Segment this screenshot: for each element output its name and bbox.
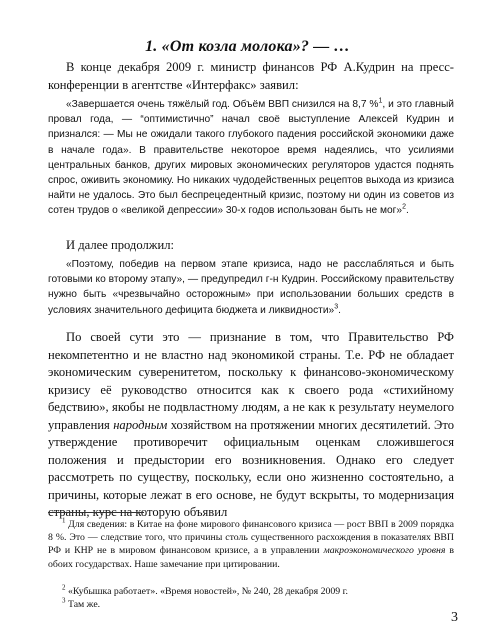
footnote-1-emphasis: макроэкономического уровня	[323, 545, 446, 557]
footnote-number-3: 3	[62, 596, 66, 605]
footnote-ref-2[interactable]: 2	[402, 204, 406, 212]
intro-paragraph	[48, 59, 454, 94]
footnote-number-2: 2	[62, 583, 66, 592]
footnote-2	[48, 585, 454, 598]
footnote-1-text-a: Для сведения: в Китае на фоне мирового финансового кризиса — рост ВВП в 2009 порядка 8 %. Это — следствие того, что причины столь существенного расхождения в показателях ВВП РФ и КНР не в мировом финансовом кризисе, а в управлении	[48, 519, 454, 557]
main-paragraph	[48, 329, 454, 522]
footnote-2-text: «Кубышка работает». «Время новостей», № 240, 28 декабря 2009 г.	[65, 586, 348, 597]
footnote-3	[48, 598, 454, 611]
quote2-text: «Поэтому, победив на первом этапе кризиса, надо не расслабляться и быть готовыми ко второму этапу», — предупредил г-н Кудрин. Российскому правительству нужно быть «чрезвычайно осторожным» при использовании больших средств в условиях значительного дефицита бюджета и ликвидности»	[48, 259, 454, 316]
page-number: 3	[451, 610, 458, 625]
footnote-ref-1[interactable]: 1	[378, 97, 383, 105]
main-emphasis: народным	[113, 417, 168, 432]
continued-paragraph	[48, 237, 454, 255]
footnote-3-text: Там же.	[65, 599, 101, 610]
footnote-divider	[48, 512, 144, 513]
continued-text: И далее продолжил:	[66, 238, 174, 252]
footnote-ref-3[interactable]: 3	[334, 303, 339, 311]
footnote-1	[48, 518, 454, 571]
quote1-text-b: , и это главный провал года, — “оптимистично” начал своё выступление Алексей Кудрин и признался: — Мы не ожидали такого глубокого падения российской экономики даже в начале года». В правительстве некоторое время надеялись, что усилиями центральных банков, других мировых экономических регуляторов удастся поднять спрос, оживить экономику. Но никаких чудодейственных рецептов выхода из кризиса найти не удалось. Это был беспрецедентный кризис, поэтому ни один из советов из сотен трудов о «великой депрессии» 30-х годов использован быть не мог»	[48, 99, 454, 217]
footnote-number-1: 1	[62, 516, 66, 525]
quote-block-1	[48, 97, 454, 219]
main-text-b: хозяйством на протяжении многих десятилетий. Это утверждение противоречит официальным оценкам сложившегося положения и предыстории его возникновения. Однако его следует рассмотреть по существу, поскольку, если оно жизненно состоятельно, а причины, которые лежат в его основе, не будут вскрыты, то модернизация страны, курс на которую объявил	[48, 417, 455, 519]
quote1-end: .	[405, 205, 409, 217]
quote-block-2	[48, 257, 454, 318]
quote2-end: .	[338, 304, 341, 316]
footnote-1-text-b: в обоих государствах. Наше замечание при цитировании.	[48, 545, 454, 570]
intro-text: В конце декабря 2009 г. министр финансов РФ А.Кудрин на пресс-конференции в агентстве «Интерфакс» заявил:	[48, 60, 454, 92]
quote1-text-a: «Завершается очень тяжёлый год. Объём ВВП снизился на 8,7 %	[66, 99, 379, 110]
section-heading: 1. «От козла молока»? — …	[145, 38, 350, 55]
main-text-a: По своей сути это — признание в том, что Правительство РФ некомпетентно и не властно над экономикой страны. Т.е. РФ не обладает экономическим суверенитетом, поскольку к финансово-экономическому кризису её руководство относится как к своего рода «стихийному бедствию», якобы не подвластному людям, а не как к результату неумелого управления	[48, 330, 454, 432]
